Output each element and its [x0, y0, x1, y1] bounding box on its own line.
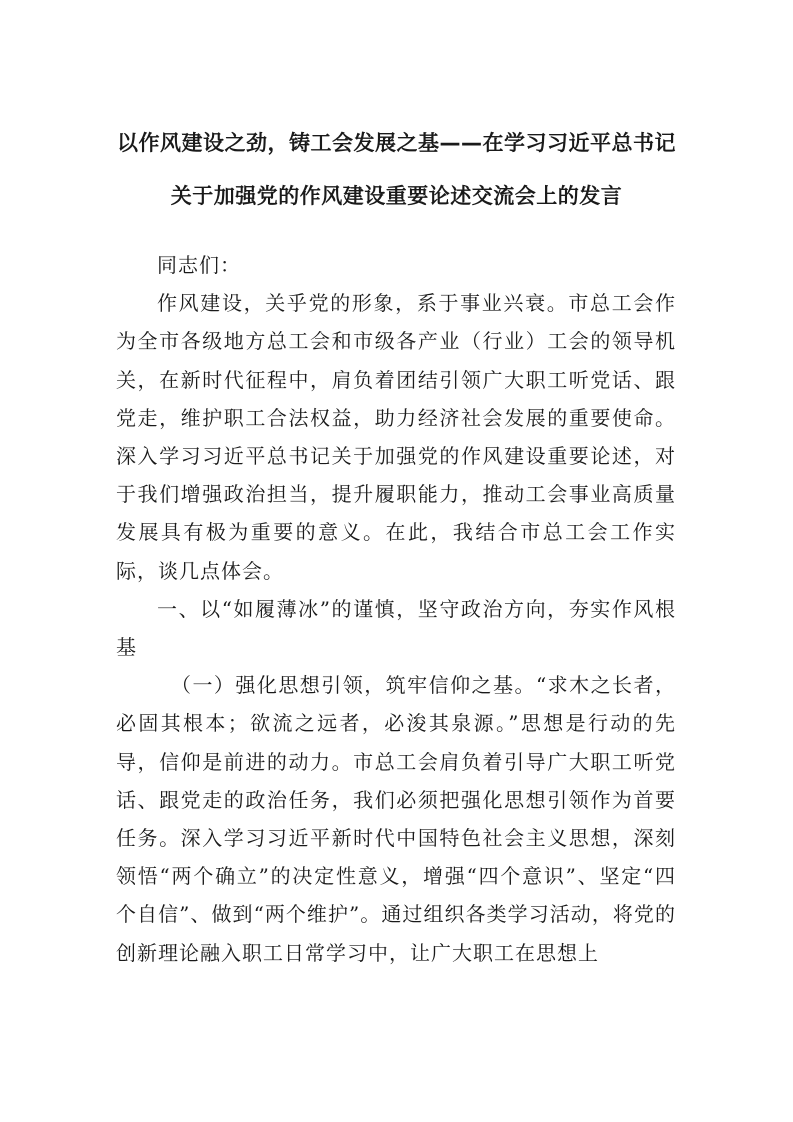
- paragraph-subsection-1: （一）强化思想引领，筑牢信仰之基。“求木之长者，必固其根本；欲流之远者，必浚其泉源。”思想是行动的先导，信仰是前进的动力。市总工会肩负着引导广大职工听党话、跟党走的政治任务，我们必须把强化思想引领作为首要任务。深入学习习近平新时代中国特色社会主义思想，深刻领悟“两个确立”的决定性意义，增强“四个意识”、坚定“四个自信”、做到“两个维护”。通过组织各类学习活动，将党的创新理论融入职工日常学习中，让广大职工在思想上: [116, 673, 676, 965]
- section-heading-1: 一、以“如履薄冰”的谨慎，坚守政治方向，夯实作风根基: [116, 596, 676, 660]
- paragraph-intro: 作风建设，关乎党的形象，系于事业兴衰。市总工会作为全市各级地方总工会和市级各产业（行业）工会的领导机关，在新时代征程中，肩负着团结引领广大职工听党话、跟党走，维护职工合法权益，助力经济社会发展的重要使命。深入学习习近平总书记关于加强党的作风建设重要论述，对于我们增强政治担当，提升履职能力，推动工会事业高质量发展具有极为重要的意义。在此，我结合市总工会工作实际，谈几点体会。: [116, 291, 676, 583]
- salutation: 同志们：: [157, 253, 241, 277]
- document-title-line-1: 以作风建设之劲，铸工会发展之基——在学习习近平总书记: [117, 131, 676, 155]
- document-body: [116, 246, 676, 972]
- document-title-line-2: 关于加强党的作风建设重要论述交流会上的发言: [170, 184, 623, 208]
